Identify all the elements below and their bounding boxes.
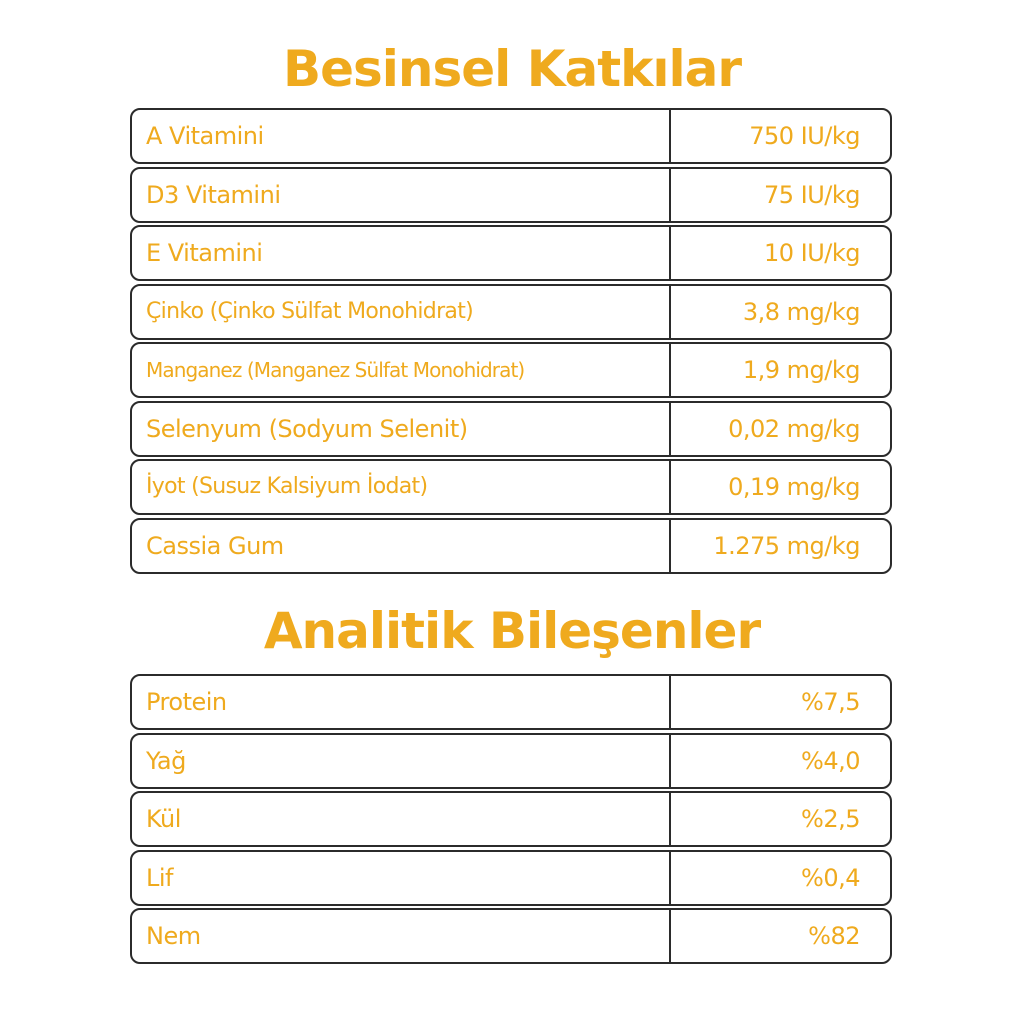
row-name: Kül: [146, 805, 181, 833]
section-title-nutritional-additives: Besinsel Katkılar: [282, 40, 742, 98]
table-row: [130, 674, 892, 730]
column-divider: [669, 908, 671, 964]
table-row: [130, 284, 892, 340]
column-divider: [669, 459, 671, 515]
column-divider: [669, 342, 671, 398]
table-row: [130, 908, 892, 964]
column-divider: [669, 225, 671, 281]
row-name: Selenyum (Sodyum Selenit): [146, 414, 468, 443]
row-value: 750 IU/kg: [749, 122, 860, 150]
column-divider: [669, 401, 671, 457]
column-divider: [669, 791, 671, 847]
row-value: 0,19 mg/kg: [728, 473, 860, 501]
column-divider: [669, 674, 671, 730]
table-row: [130, 518, 892, 574]
row-name: A Vitamini: [146, 122, 264, 150]
section-title-analytical-components: Analitik Bileşenler: [263, 602, 761, 660]
row-name: Yağ: [146, 746, 186, 775]
row-name: Protein: [146, 688, 227, 716]
row-value: 1.275 mg/kg: [713, 531, 860, 560]
row-name: Cassia Gum: [146, 531, 284, 560]
column-divider: [669, 850, 671, 906]
table-row: [130, 850, 892, 906]
column-divider: [669, 284, 671, 340]
table-row: [130, 733, 892, 789]
row-name: E Vitamini: [146, 239, 263, 267]
row-value: 75 IU/kg: [763, 180, 860, 209]
row-value: %2,5: [801, 805, 860, 833]
table-row: [130, 167, 892, 223]
table-row: [130, 108, 892, 164]
nutritional-additives-table: [130, 108, 892, 576]
analytical-components-table: [130, 674, 892, 967]
table-row: [130, 342, 892, 398]
column-divider: [669, 167, 671, 223]
column-divider: [669, 518, 671, 574]
row-value: %4,0: [801, 746, 860, 775]
row-value: %82: [808, 922, 860, 950]
table-row: [130, 791, 892, 847]
column-divider: [669, 733, 671, 789]
row-value: 3,8 mg/kg: [742, 297, 860, 326]
row-value: %0,4: [801, 863, 860, 892]
row-value: 0,02 mg/kg: [728, 414, 860, 443]
column-divider: [669, 108, 671, 164]
table-row: [130, 459, 892, 515]
row-name: Manganez (Manganez Sülfat Monohidrat): [146, 358, 525, 382]
row-name: Nem: [146, 922, 201, 950]
table-row: [130, 225, 892, 281]
row-name: D3 Vitamini: [146, 180, 281, 209]
row-name: Lif: [146, 863, 173, 892]
row-name: Çinko (Çinko Sülfat Monohidrat): [146, 298, 474, 324]
row-name: İyot (Susuz Kalsiyum İodat): [146, 474, 428, 499]
row-value: %7,5: [801, 688, 860, 716]
row-value: 10 IU/kg: [763, 239, 860, 267]
row-value: 1,9 mg/kg: [742, 356, 860, 384]
table-row: [130, 401, 892, 457]
